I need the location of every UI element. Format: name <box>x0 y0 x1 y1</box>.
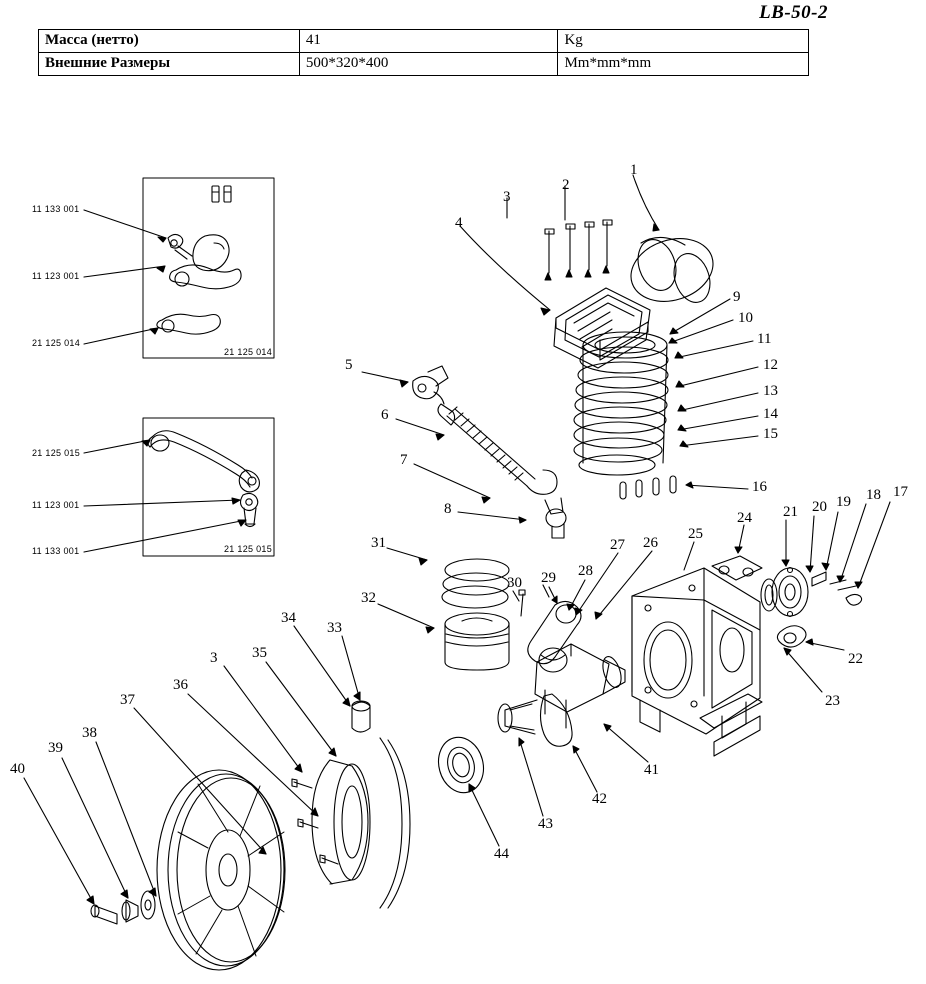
callout-41: 41 <box>644 762 659 778</box>
spec-name-dimensions: Внешние Размеры <box>39 53 300 76</box>
callout-16: 16 <box>752 479 767 495</box>
callout-33: 33 <box>327 620 342 636</box>
callout-34: 34 <box>281 610 296 626</box>
callout-19: 19 <box>836 494 851 510</box>
callout-10: 10 <box>738 310 753 326</box>
callout-42: 42 <box>592 791 607 807</box>
callout-11: 11 <box>757 331 772 347</box>
callout-26: 26 <box>643 535 658 551</box>
callout-21: 21 <box>783 504 798 520</box>
callout-7: 7 <box>400 452 408 468</box>
part-code-11-123-001-top: 11 123 001 <box>32 271 80 281</box>
part-code-11-133-001-top: 11 133 001 <box>32 204 80 214</box>
part-code-21-125-014-left: 21 125 014 <box>32 338 81 348</box>
part-code-11-123-001-bottom: 11 123 001 <box>32 500 80 510</box>
callout-32: 32 <box>361 590 376 606</box>
callout-25: 25 <box>688 526 703 542</box>
callout-14: 14 <box>763 406 778 422</box>
callout-29: 29 <box>541 570 556 586</box>
callout-36: 36 <box>173 677 188 693</box>
callout-20: 20 <box>812 499 827 515</box>
spec-name-mass: Масса (нетто) <box>39 30 300 53</box>
callout-6: 6 <box>381 407 389 423</box>
spec-unit-dimensions: Mm*mm*mm <box>558 53 809 76</box>
part-code-11-133-001-bottom: 11 133 001 <box>32 546 80 556</box>
callout-4: 4 <box>455 215 463 231</box>
callout-43: 43 <box>538 816 553 832</box>
callout-5: 5 <box>345 357 353 373</box>
callout-15: 15 <box>763 426 778 442</box>
spec-unit-mass: Kg <box>558 30 809 53</box>
callout-3b: 3 <box>210 650 218 666</box>
callout-9: 9 <box>733 289 741 305</box>
callout-28: 28 <box>578 563 593 579</box>
callout-22: 22 <box>848 651 863 667</box>
callout-2: 2 <box>562 177 570 193</box>
callout-18: 18 <box>866 487 881 503</box>
callout-24: 24 <box>737 510 752 526</box>
inset-top-caption: 21 125 014 <box>224 347 273 357</box>
callout-40: 40 <box>10 761 25 777</box>
callout-8: 8 <box>444 501 452 517</box>
model-label: LB-50-2 <box>759 2 828 23</box>
callout-17: 17 <box>893 484 908 500</box>
callout-44: 44 <box>494 846 509 862</box>
callout-23: 23 <box>825 693 840 709</box>
spec-value-dimensions: 500*320*400 <box>299 53 558 76</box>
inset-bottom-caption: 21 125 015 <box>224 544 273 554</box>
spec-value-mass: 41 <box>299 30 558 53</box>
callout-27: 27 <box>610 537 625 553</box>
callout-38: 38 <box>82 725 97 741</box>
callout-13: 13 <box>763 383 778 399</box>
callout-3: 3 <box>503 189 511 205</box>
callout-31: 31 <box>371 535 386 551</box>
callout-37: 37 <box>120 692 135 708</box>
callout-39: 39 <box>48 740 63 756</box>
callout-35: 35 <box>252 645 267 661</box>
callout-12: 12 <box>763 357 778 373</box>
callout-30: 30 <box>507 575 522 591</box>
part-code-21-125-015-left: 21 125 015 <box>32 448 81 458</box>
callout-1: 1 <box>630 162 638 178</box>
